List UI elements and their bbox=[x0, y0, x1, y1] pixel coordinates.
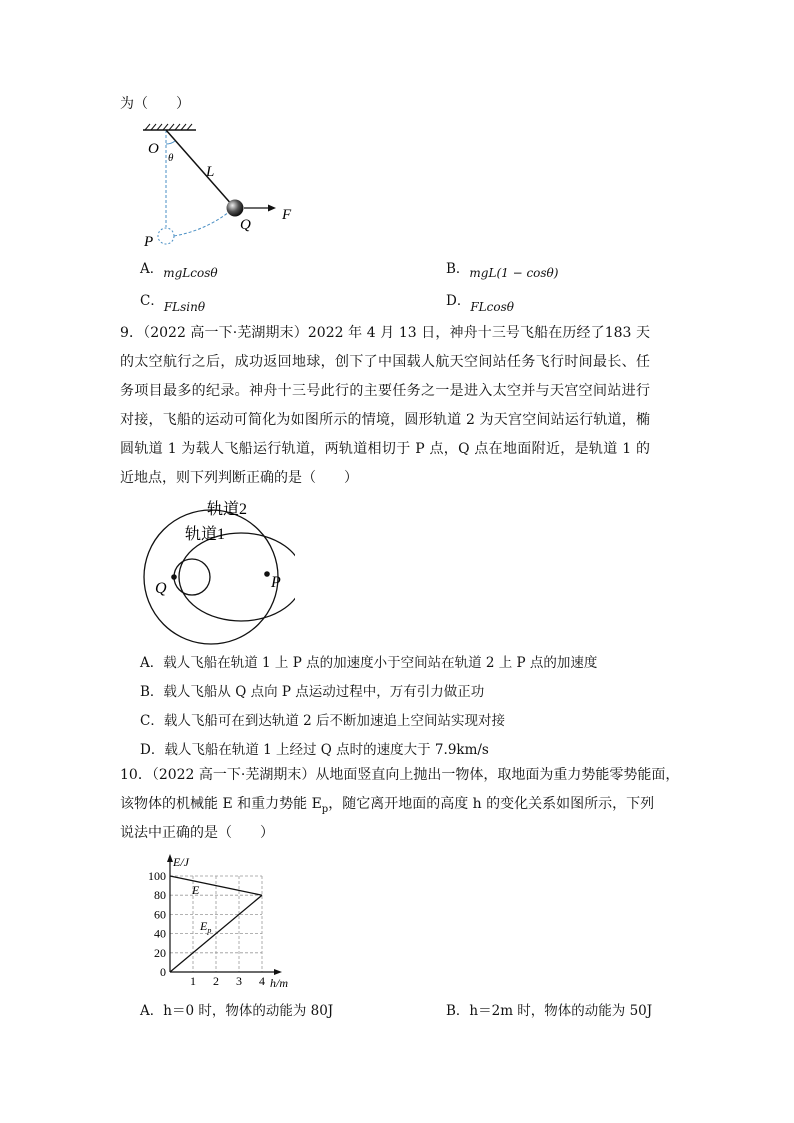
y-tick-label: 20 bbox=[154, 945, 166, 960]
label-L: L bbox=[206, 164, 215, 180]
x-tick-label: 3 bbox=[236, 974, 242, 988]
q9-stem: 9．（2022 高一下·芜湖期末）2022 年 4 月 13 日，神舟十三号飞船在历经了183 天的太空航行之后，成功返回地球，创下了中国载人航天空间站任务飞行时间最长、任务项目最多的纪录。神舟十三号此行的主要任务之一是进入太空并与天宫空间站进行对接，飞船的运动可简化为如图所示的情境，圆形轨道 2 为天宫空间站运行轨道，椭圆轨道 1 为载人飞船运行轨道，两轨道相切于 P 点，Q 点在地面附近，是轨道 1 的近地点，则下列判断正确的是（ ） bbox=[120, 325, 650, 486]
option-text: FLcosθ bbox=[470, 300, 514, 314]
series-label-E: E bbox=[192, 883, 200, 897]
x-tick-label: 2 bbox=[213, 974, 219, 988]
y-axis-label: E/J bbox=[173, 855, 189, 869]
q10-stem-line3: 说法中正确的是（ ） bbox=[120, 825, 274, 841]
q9-option-d[interactable]: D．载人飞船在轨道 1 上经过 Q 点时的速度大于 7.9km/s bbox=[140, 742, 489, 758]
x-tick-label: 4 bbox=[259, 974, 265, 988]
point-P bbox=[264, 571, 270, 577]
y-tick-label: 40 bbox=[154, 926, 166, 941]
option-letter: D． bbox=[446, 293, 471, 309]
pendulum-ball bbox=[227, 200, 244, 217]
option-letter: C． bbox=[140, 293, 164, 309]
q10-stem-line2-a: 该物体的机械能 E 和重力势能 E bbox=[120, 796, 322, 812]
label-P: P bbox=[144, 234, 154, 250]
option-letter: B． bbox=[446, 261, 470, 277]
label-P: P bbox=[271, 574, 281, 591]
q9-option-b[interactable]: B．载人飞船从 Q 点向 P 点运动过程中，万有引力做正功 bbox=[140, 684, 485, 700]
label-theta: θ bbox=[168, 152, 174, 164]
q9-orbit-figure bbox=[135, 495, 295, 645]
y-tick-label: 80 bbox=[154, 888, 166, 903]
y-tick-label: 100 bbox=[148, 869, 166, 883]
q10-stem-line2-b: ，随它离开地面的高度 h 的变化关系如图所示，下列 bbox=[328, 796, 655, 812]
q8-option-c[interactable] bbox=[140, 291, 206, 314]
q9-option-c[interactable]: C．载人飞船可在到达轨道 2 后不断加速追上空间站实现对接 bbox=[140, 713, 506, 729]
label-F: F bbox=[282, 207, 292, 223]
q10-stem-line1: 10．（2022 高一下·芜湖期末）从地面竖直向上抛出一物体，取地面为重力势能零势能面， bbox=[120, 767, 680, 783]
y-tick-label: 0 bbox=[160, 965, 166, 979]
x-tick-label: 1 bbox=[190, 974, 196, 988]
q10-option-b[interactable]: B．h＝2m 时，物体的动能为 50J bbox=[446, 1003, 653, 1019]
q10-energy-chart bbox=[138, 852, 298, 992]
label-Q: Q bbox=[240, 217, 251, 233]
q8-option-a[interactable] bbox=[140, 259, 218, 279]
x-axis-label: h/m bbox=[270, 976, 288, 990]
series-label-Ep: $E_p$ bbox=[200, 919, 212, 935]
q8-option-b[interactable] bbox=[446, 259, 558, 279]
y-tick-label: 60 bbox=[154, 907, 166, 922]
label-orbit2: 轨道2 bbox=[207, 501, 248, 518]
q8-stem-tail: 为（ ） bbox=[120, 96, 190, 112]
option-letter: A． bbox=[140, 261, 164, 277]
option-text: FLsinθ bbox=[163, 300, 206, 314]
point-Q bbox=[171, 574, 177, 580]
q9-option-a[interactable]: A．载人飞船在轨道 1 上 P 点的加速度小于空间站在轨道 2 上 P 点的加速度 bbox=[140, 655, 598, 671]
option-text: mgL(1 − cosθ) bbox=[469, 266, 559, 280]
q8-option-d[interactable] bbox=[446, 291, 514, 314]
q10-stem-line2 bbox=[120, 794, 654, 820]
option-text: mgLcosθ bbox=[163, 266, 218, 280]
q8-pendulum-figure bbox=[138, 122, 308, 252]
x-axis-arrow bbox=[274, 969, 282, 975]
q10-option-a[interactable]: A．h＝0 时，物体的动能为 80J bbox=[140, 1003, 334, 1019]
label-O: O bbox=[148, 141, 159, 157]
label-orbit1: 轨道1 bbox=[185, 526, 226, 543]
q10-stem-line2-sub: p bbox=[321, 803, 329, 815]
label-Q: Q bbox=[155, 580, 167, 597]
